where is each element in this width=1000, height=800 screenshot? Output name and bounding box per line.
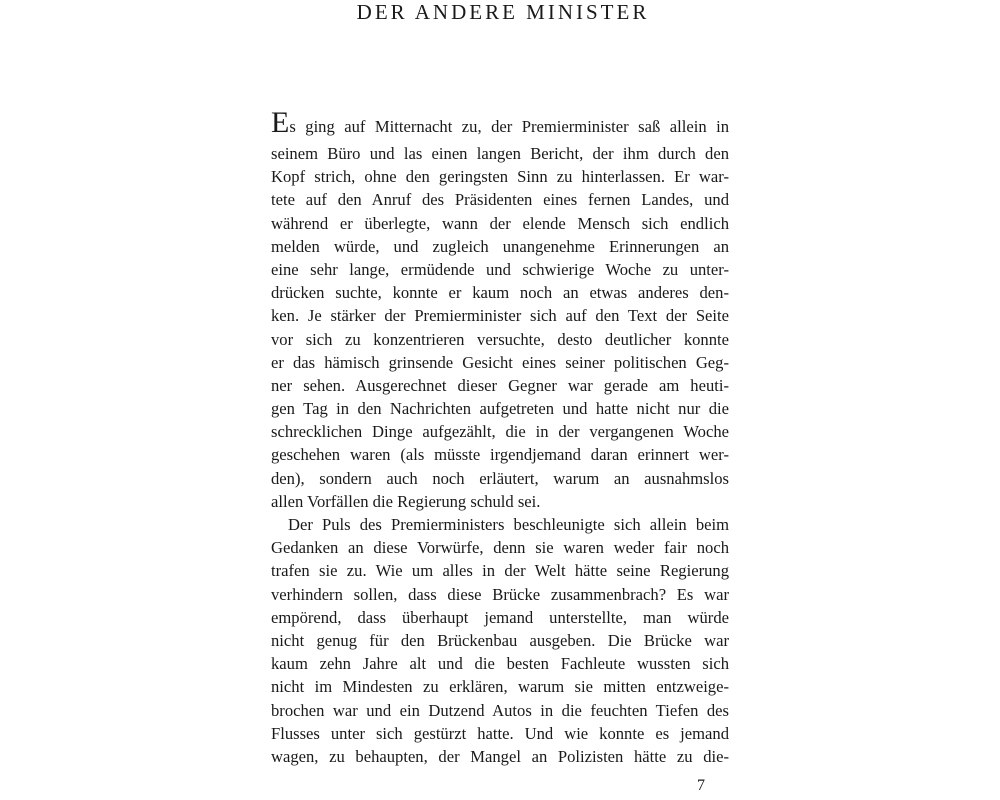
text-line: ken. Je stärker der Premierminister sich auf den Text der Seite: [271, 306, 729, 326]
text-line: gen Tag in den Nachrichten aufgetreten und hatte nicht nur die: [271, 399, 729, 419]
text-line: tete auf den Anruf des Präsidenten eines fernen Landes, und: [271, 190, 729, 210]
text-line: allen Vorfällen die Regierung schuld sei.: [271, 491, 541, 511]
text-line: geschehen waren (als müsste irgendjemand daran erinnert wer-: [271, 445, 729, 465]
text-line: er das hämisch grinsende Gesicht eines seiner politischen Geg-: [271, 352, 729, 372]
paragraph-2: [271, 513, 729, 768]
text-line: seinem Büro und las einen langen Bericht, der ihm durch den: [271, 144, 729, 163]
text-line: ner sehen. Ausgerechnet dieser Gegner war gerade am heuti-: [271, 375, 729, 395]
text-line: schrecklichen Dinge aufgezählt, die in der vergangenen Woche: [271, 422, 729, 442]
text-line: eine sehr lange, ermüdende und schwierige Woche zu unter-: [271, 259, 729, 279]
text-line: den), sondern auch noch erläutert, warum an ausnahmslos: [271, 468, 729, 488]
text-line: drücken suchte, konnte er kaum noch an etwas anderes den-: [271, 283, 729, 303]
text-line: nicht genug für den Brückenbau ausgeben. Die Brücke war: [271, 630, 729, 650]
text-line: [271, 108, 729, 142]
text-line: trafen sie zu. Wie um alles in der Welt hätte seine Regierung: [271, 561, 729, 581]
text-line: Kopf strich, ohne den geringsten Sinn zu hinterlassen. Er war-: [271, 167, 729, 187]
text-line: brochen war und ein Dutzend Autos in die feuchten Tiefen des: [271, 700, 729, 720]
text-line-rest: s ging auf Mitternacht zu, der Premierminister saß allein in: [289, 117, 729, 136]
text-line: verhindern sollen, dass diese Brücke zusammenbrach? Es war: [271, 584, 729, 604]
text-line: melden würde, und zugleich unangenehme Erinnerungen an: [271, 236, 729, 256]
text-line: kaum zehn Jahre alt und die besten Fachleute wussten sich: [271, 654, 729, 674]
text-line: vor sich zu konzentrieren versuchte, desto deutlicher konnte: [271, 329, 729, 349]
text-line: Gedanken an diese Vorwürfe, denn sie waren weder fair noch: [271, 538, 729, 558]
text-line: während er überlegte, wann der elende Mensch sich endlich: [271, 213, 729, 233]
chapter-title: DER ANDERE MINISTER: [356, 0, 650, 24]
text-line: nicht im Mindesten zu erklären, warum sie mitten entzweige-: [271, 677, 729, 697]
paragraph-1: [271, 108, 729, 513]
text-line: Flusses unter sich gestürzt hatte. Und wie konnte es jemand: [271, 723, 729, 743]
text-line: wagen, zu behaupten, der Mangel an Polizisten hätte zu die-: [271, 746, 729, 766]
body-text: [271, 108, 729, 768]
text-line: Der Puls des Premierministers beschleunigte sich allein beim: [288, 515, 729, 534]
page-number: 7: [697, 777, 705, 794]
text-line: empörend, dass überhaupt jemand unterstellte, man würde: [271, 607, 729, 627]
drop-cap: E: [271, 106, 290, 139]
